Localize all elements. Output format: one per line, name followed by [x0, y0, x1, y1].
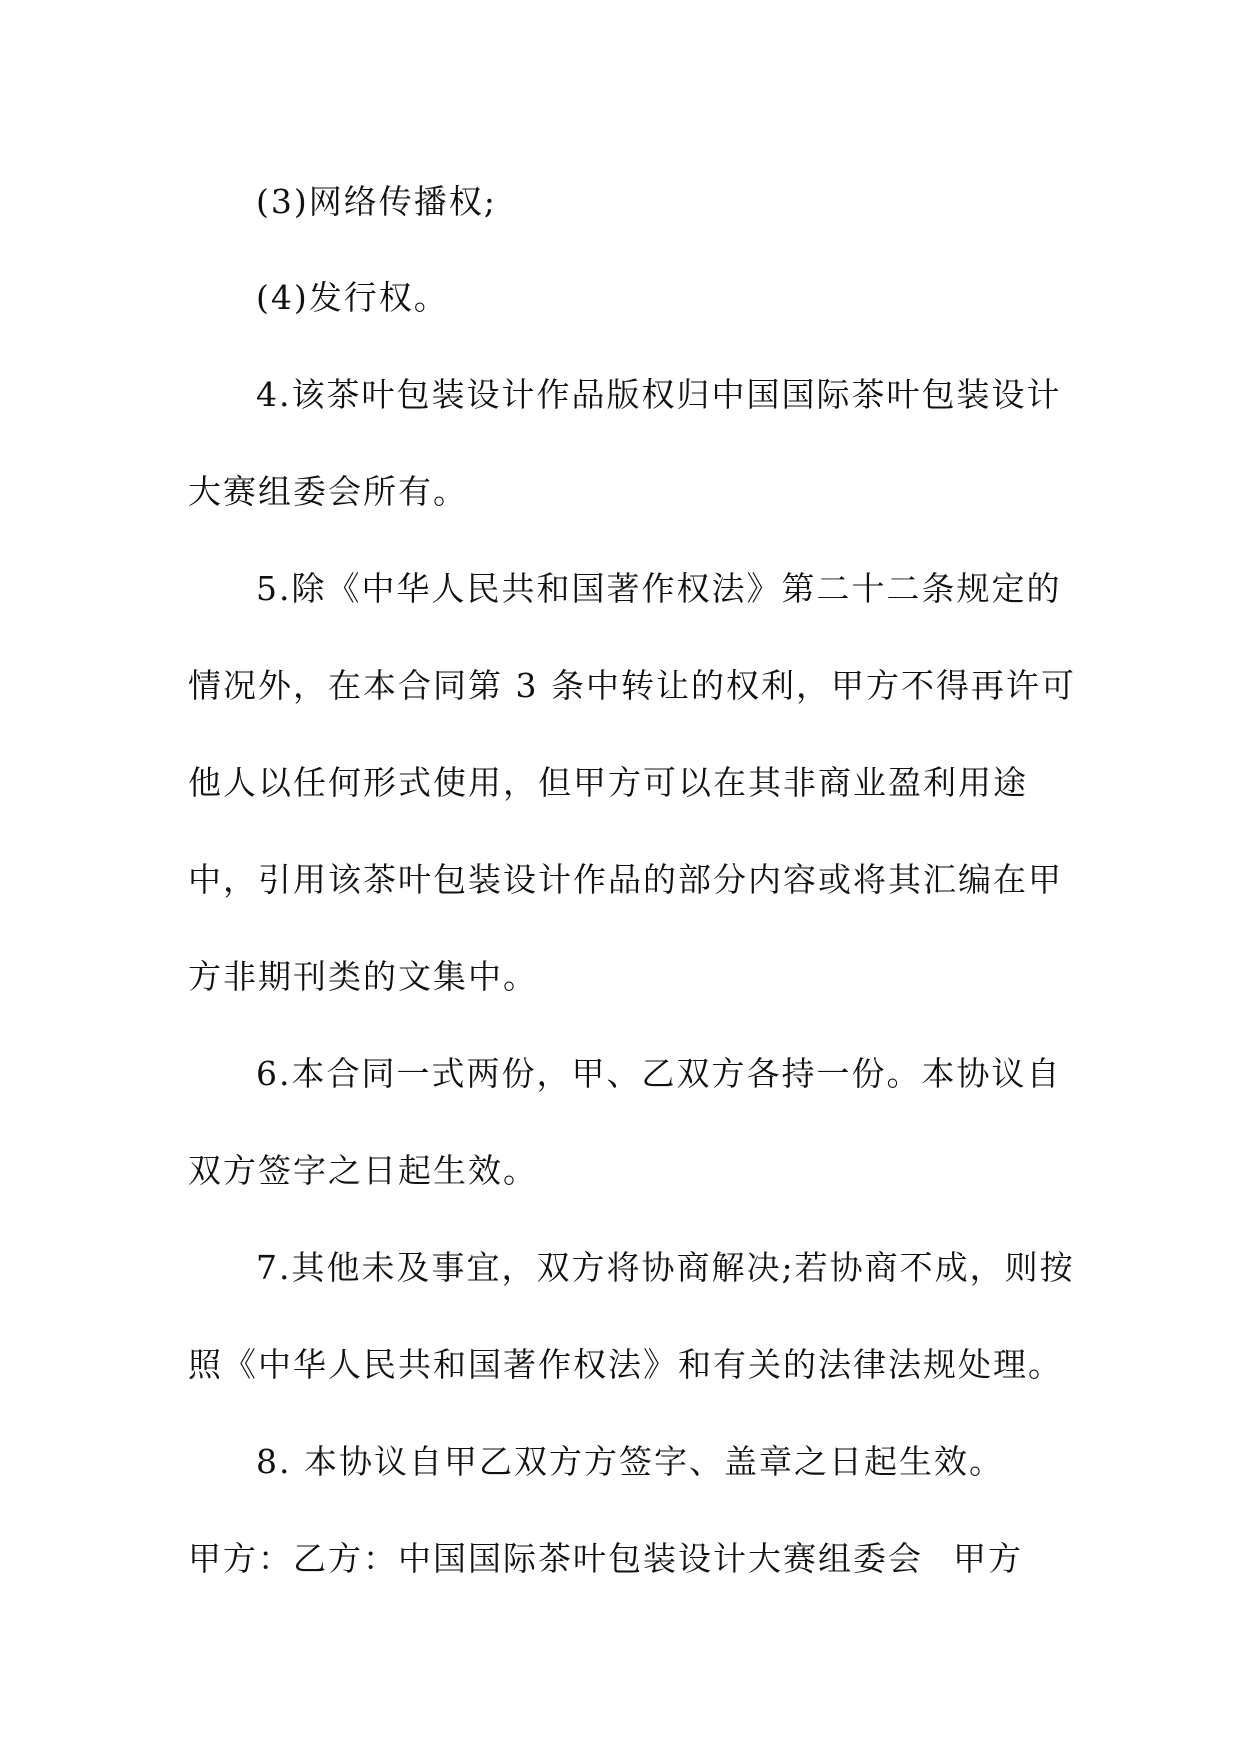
clause-6-line-1: 6.本合同一式两份，甲、乙双方各持一份。本协议自	[256, 1054, 1062, 1093]
signature-line	[188, 1537, 1023, 1581]
clause-5-line-4: 中，引用该茶叶包装设计作品的部分内容或将其汇编在甲	[188, 860, 1063, 899]
clause-8-line-1: 8. 本协议自甲乙双方方签字、盖章之日起生效。	[256, 1442, 1004, 1481]
signature-parties: 甲方：乙方：中国国际茶叶包装设计大赛组委会	[188, 1539, 923, 1578]
clause-4-line-2: 大赛组委会所有。	[188, 472, 468, 511]
clause-7-line-2: 照《中华人民共和国著作权法》和有关的法律法规处理。	[188, 1345, 1063, 1384]
clause-5-line-1: 5.除《中华人民共和国著作权法》第二十二条规定的	[256, 569, 1062, 608]
signature-party-a: 甲方	[953, 1539, 1023, 1578]
clause-3-item-3: (3)网络传播权;	[256, 182, 497, 221]
clause-6-line-2: 双方签字之日起生效。	[188, 1151, 538, 1190]
clause-7-line-1: 7.其他未及事宜，双方将协商解决;若协商不成，则按	[256, 1248, 1075, 1287]
clause-5-line-2: 情况外，在本合同第 3 条中转让的权利，甲方不得再许可	[188, 666, 1076, 705]
clause-3-item-4: (4)发行权。	[256, 278, 449, 317]
clause-5-line-5: 方非期刊类的文集中。	[188, 957, 538, 996]
clause-5-line-3: 他人以任何形式使用，但甲方可以在其非商业盈利用途	[188, 763, 1028, 802]
clause-4-line-1: 4.该茶叶包装设计作品版权归中国国际茶叶包装设计	[256, 375, 1062, 414]
